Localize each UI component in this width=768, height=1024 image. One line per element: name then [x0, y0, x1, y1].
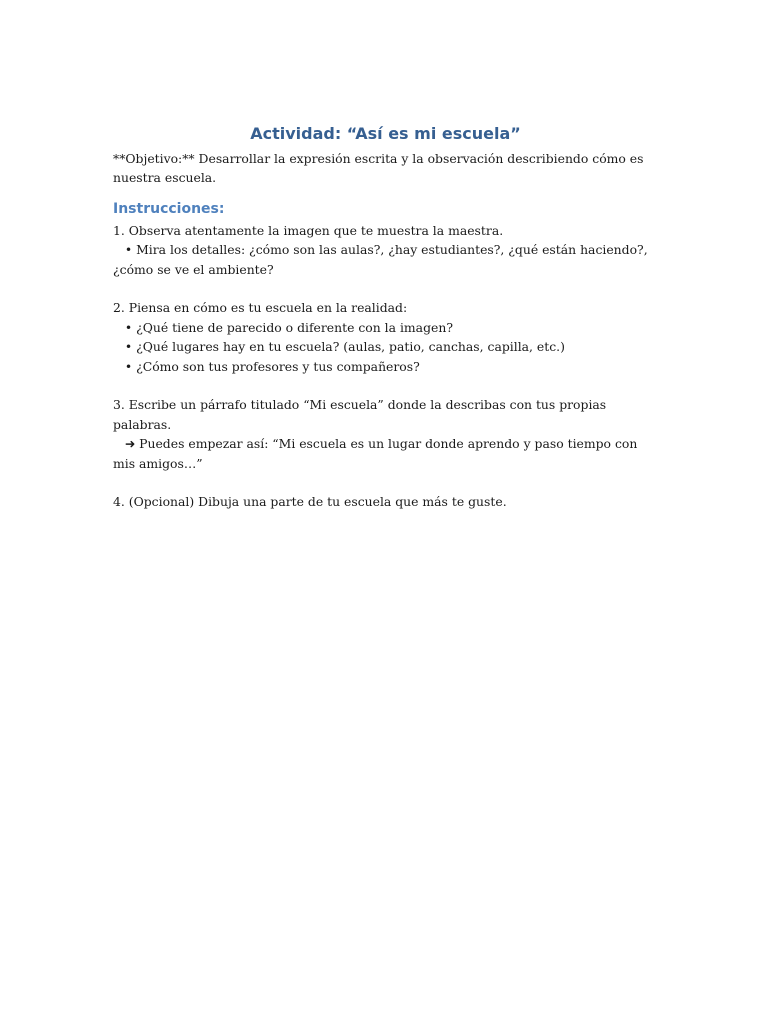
step-2-bullet: • ¿Cómo son tus profesores y tus compañeros?: [113, 358, 420, 374]
document-title: Actividad: “Así es mi escuela”: [250, 124, 521, 143]
document-body: [113, 122, 658, 512]
instructions-heading: Instrucciones:: [113, 200, 225, 217]
step-2-bullet: • ¿Qué lugares hay en tu escuela? (aulas, patio, canchas, capilla, etc.): [113, 339, 565, 355]
spacer: [113, 473, 658, 492]
step-1-bullet: • Mira los detalles: ¿cómo son las aulas?, ¿hay estudiantes?, ¿qué están haciendo?, ¿cómo se ve el ambiente?: [113, 242, 652, 277]
step-2: 2. Piensa en cómo es tu escuela en la realidad:: [113, 300, 408, 316]
spacer: [113, 376, 658, 395]
step-3-hint: ➜ Puedes empezar así: “Mi escuela es un lugar donde aprendo y paso tiempo con mis amigos…”: [113, 436, 642, 471]
step-1: 1. Observa atentamente la imagen que te muestra la maestra.: [113, 222, 504, 238]
step-2-bullet: • ¿Qué tiene de parecido o diferente con la imagen?: [113, 319, 453, 335]
step-3: 3. Escribe un párrafo titulado “Mi escuela” donde la describas con tus propias palabras.: [113, 397, 611, 432]
spacer: [113, 279, 658, 298]
step-4: 4. (Opcional) Dibuja una parte de tu escuela que más te guste.: [113, 494, 507, 510]
objective-paragraph: **Objetivo:** Desarrollar la expresión escrita y la observación describiendo cómo es nuestra escuela.: [113, 151, 648, 186]
